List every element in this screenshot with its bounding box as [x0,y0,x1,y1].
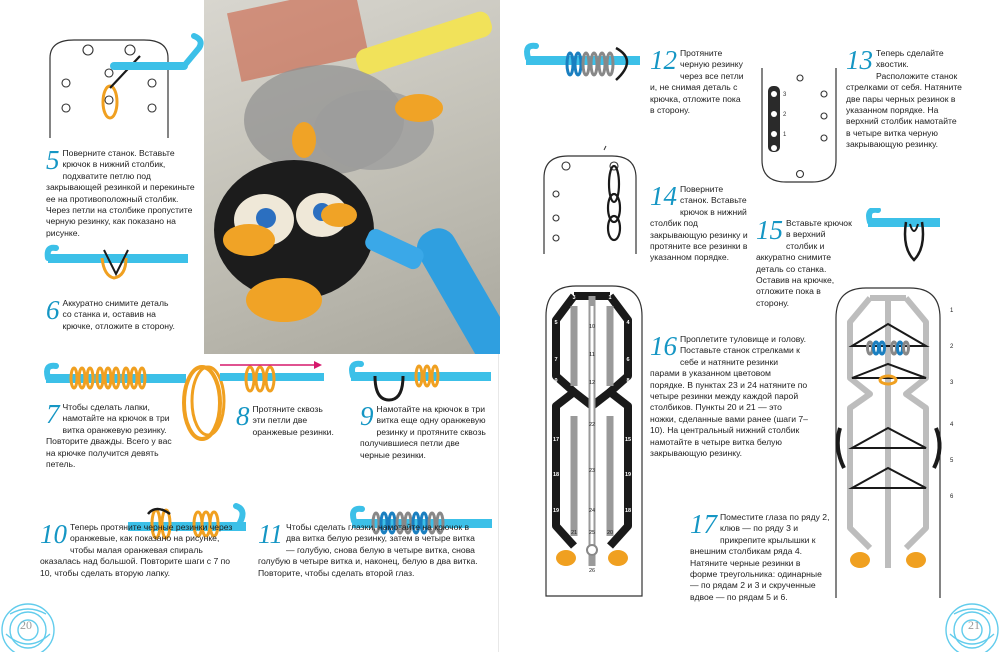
step-5 [46,145,196,239]
d16-label: 3 [572,295,576,301]
step-7 [46,399,178,470]
step-number: 16 [650,331,677,361]
d16-label: 25 [588,530,596,536]
hook-diagram-step15 [862,208,942,268]
step-text: Поверните станок. Вставьте крючок в нижний столбик под закрывающую резинку и протяните все резинки в указанном порядке. [650,184,748,263]
d16-label: 6 [626,357,630,363]
d16-label: 18 [624,508,632,514]
step-number: 14 [650,181,677,211]
d17-label: 6 [950,494,954,500]
d16-label: 15 [624,437,632,443]
d16-label: 10 [588,324,596,330]
step-text: Теперь сделайте хвостик. Расположите станок стрелками от себя. Натяните две пары черных резинок в указанном порядке. На верхний столбик намотайте в четыре витка черную закрывающую резинку. [846,48,962,150]
step-number: 13 [846,45,873,75]
step-16 [650,331,808,459]
step-number: 12 [650,45,677,75]
hook-diagram-step7 [40,360,188,400]
step-number: 9 [360,401,374,431]
page-number-left: 20 [20,618,32,632]
owl-photo [204,0,500,354]
loom-diagram-step14 [538,138,642,256]
d16-label: 7 [554,357,558,363]
loom-diagram-step17 [830,278,960,608]
d16-label: 19 [624,472,632,478]
step-text: Чтобы сделать глазки, намотайте на крючок в два витка белую резинку, затем в четыре витка — голубую, снова белую в четыре витка, снова голубую в четыре витка и, наконец, белую в два витка. Повторите, чтобы сделать второй глаз. [258,522,478,578]
step-9 [360,401,488,461]
d17-label: 5 [950,458,954,464]
step-14 [650,181,754,264]
d16-label: 17 [552,437,560,443]
d16-label: 18 [552,472,560,478]
step-number: 11 [258,519,283,549]
d17-label: 2 [950,344,954,350]
step-number: 5 [46,145,60,175]
d17-label: 3 [950,380,954,386]
d16-label: 11 [589,352,595,358]
step-text: Вставьте крючок в верхний столбик и аккуратно снимите деталь со станка. Оставив на крючке, отложите пока в сторону. [756,218,852,308]
step-text: Теперь протяните черные резинки через оранжевые, как показано на рисунке, чтобы малая оранжевая спираль оказалась над большой. Повторите шаги с 7 по 10, чтобы сделать вторую лапку. [40,522,233,578]
loom-diagram-step13 [756,64,842,192]
loom-diagram-step5 [44,28,204,140]
step-6 [46,295,176,332]
d17-label: 1 [950,308,954,314]
swirl-ornament-left [0,584,70,652]
step-number: 17 [690,509,717,539]
d16-label: 22 [588,422,596,428]
step-text: Поместите глаза по ряду 2, клюв — по ряду 3 и прикрепите крылышки к внешним столбикам ряда 4. Натяните черные резинки в форме треугольника: одинарные — по рядам 2 и 3 и скрученные вдвое — по рядам 5 и 6. [690,512,830,602]
step-15 [756,215,856,309]
hook-diagram-step6 [44,240,194,290]
step-13 [846,45,962,151]
swirl-ornament-right [930,584,1000,652]
loom-diagram-step16 [540,276,648,606]
d13-label: 3 [783,92,787,98]
d13-label: 1 [783,132,787,138]
d16-label: 4 [626,320,630,326]
d16-label: 9 [554,378,558,384]
d16-label: 8 [626,378,630,384]
d16-label: 5 [554,320,558,326]
d13-label: 2 [783,112,787,118]
step-text: Намотайте на крючок в три витка еще одну оранжевую резинку и протяните сквозь получившиеся петли две черные резинки. [360,404,486,460]
step-text: Проплетите туловище и голову. Поставьте станок стрелками к себе и натяните резинки парами в указанном цветовом порядке. В пунктах 23 и 24 натяните по четыре резинки между каждой парой столбиков. Пункты 20 и 21 — это ножки, сделанные вами ранее (шаги 7–10). На центральный нижний столбик намотайте в четыре витка белую закрывающую резинку. [650,334,808,459]
d16-label: 21 [570,530,578,536]
hook-diagram-step12 [520,40,644,90]
step-text: Протяните сквозь эти петли две оранжевые резинки. [252,404,334,437]
step-number: 8 [236,401,250,431]
d16-label: 24 [588,508,596,514]
d16-label: 1 [608,295,612,301]
step-text: Аккуратно снимите деталь со станка и, оставив на крючке, отложите в сторону. [62,298,175,331]
d16-label: 19 [552,508,560,514]
d17-label: 4 [950,422,954,428]
d16-label: 20 [606,530,614,536]
d16-label: 14 [606,404,614,410]
step-number: 7 [46,399,60,429]
step-17 [690,509,830,603]
step-12 [650,45,746,116]
step-10 [40,519,236,579]
step-text: Чтобы сделать лапки, намотайте на крючок в три витка оранжевую резинку. Повторите дважды. Всего у вас на крючке получится девять петель. [46,402,172,470]
step-text: Поверните станок. Вставьте крючок в нижний столбик, подхватите петлю под закрывающей резинкой и перекиньте ее на противоположный столбик. Через петли на столбике пропустите черную резинку, как показано на рисунке. [46,148,195,238]
d16-label: 16 [570,404,578,410]
step-text: Протяните черную резинку через все петли и, не снимая деталь с крючка, отложите пока в сторону. [650,48,744,116]
step-number: 10 [40,519,67,549]
page-number-right: 21 [968,618,980,632]
step-number: 6 [46,295,60,325]
step-8 [236,401,336,438]
d16-label: 26 [588,568,596,574]
d16-label: 23 [588,468,596,474]
step-number: 15 [756,215,783,245]
step-11 [258,519,484,579]
d16-label: 12 [588,380,596,386]
